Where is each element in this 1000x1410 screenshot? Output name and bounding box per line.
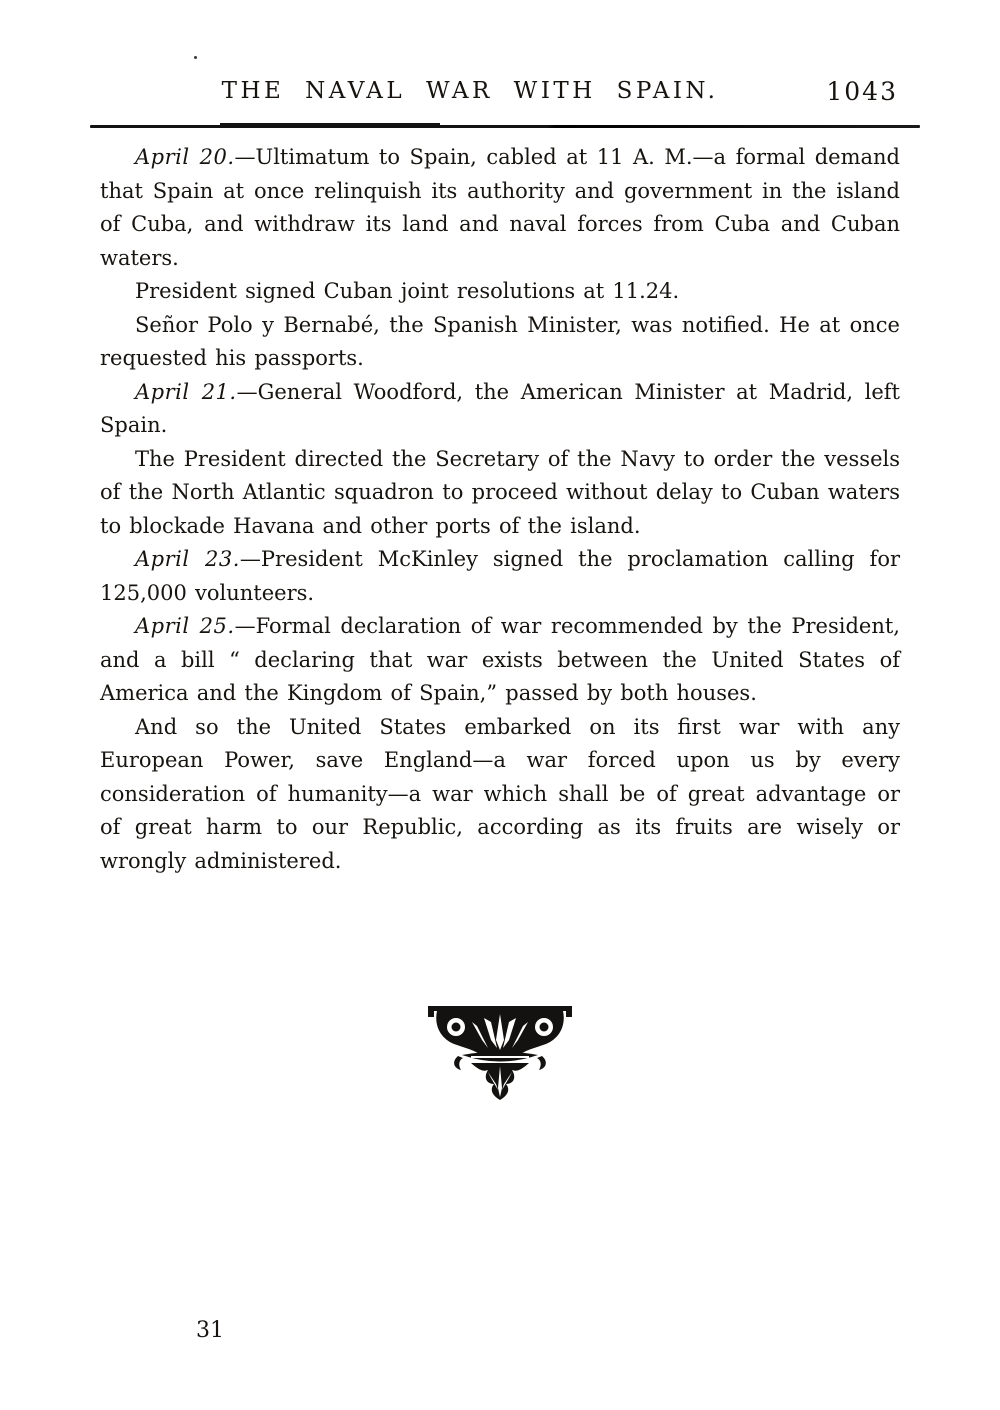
page-number: 1043 xyxy=(826,77,898,106)
paragraph xyxy=(100,543,900,610)
date-lead: April 20. xyxy=(135,145,235,169)
date-lead: April 23. xyxy=(135,547,240,571)
header-rule xyxy=(90,125,920,128)
paragraph xyxy=(100,309,900,376)
running-head-title: THE NAVAL WAR WITH SPAIN. xyxy=(221,78,719,104)
paragraph-text: —Formal declaration of war recommended by the President, and a bill “ declaring that war exists between the United States of America and the Kingdom of Spain,” passed by both houses. xyxy=(100,614,900,705)
paragraph-text: —Ultimatum to Spain, cabled at 11 A. M.—a formal demand that Spain at once relinquish its authority and government in the island of Cuba, and withdraw its land and naval forces from Cuba and Cuban waters. xyxy=(100,145,900,270)
paragraph xyxy=(100,711,900,879)
text-block xyxy=(100,141,900,878)
paragraph xyxy=(100,610,900,711)
paragraph xyxy=(100,443,900,544)
paragraph-text: Señor Polo y Bernabé, the Spanish Minister, was notified. He at once requested his passports. xyxy=(100,312,900,370)
paragraph-text: President signed Cuban joint resolutions at 11.24. xyxy=(135,279,680,303)
paragraph-text: —President McKinley signed the proclamation calling for 125,000 volunteers. xyxy=(100,547,900,605)
paragraph-text: The President directed the Secretary of the Navy to order the vessels of the North Atlantic squadron to proceed without delay to Cuban waters to blockade Havana and other ports of the island. xyxy=(100,446,900,538)
paragraph xyxy=(100,376,900,443)
tailpiece-ornament-icon xyxy=(425,998,575,1103)
scan-speck xyxy=(194,56,197,59)
paragraph-text: And so the United States embarked on its first war with any European Power, save England—a war forced upon us by every consideration of humanity—a war which shall be of great advantage or of great harm to our Republic, according as its fruits are wisely or wrongly administered. xyxy=(100,714,900,873)
paragraph xyxy=(100,275,900,309)
signature-mark: 31 xyxy=(196,1318,224,1343)
paragraph-text: —General Woodford, the American Minister at Madrid, left Spain. xyxy=(100,379,901,437)
date-lead: April 25. xyxy=(135,614,235,638)
date-lead: April 21. xyxy=(135,379,237,404)
paragraph xyxy=(100,141,900,275)
